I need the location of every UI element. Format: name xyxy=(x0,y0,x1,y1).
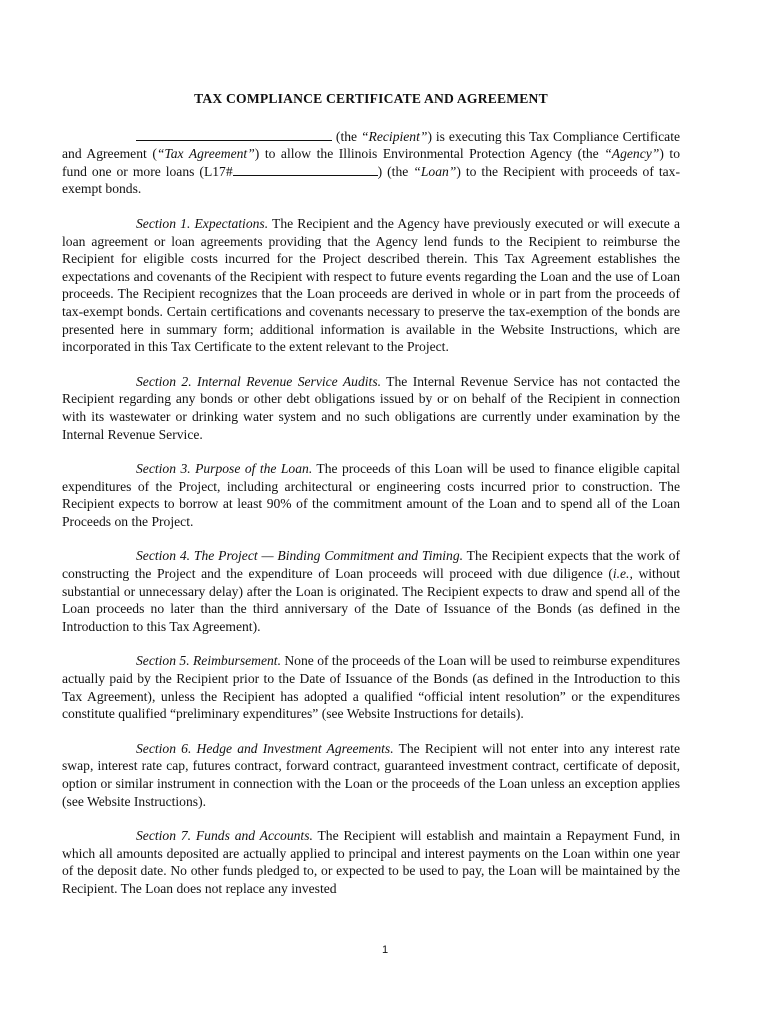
section-5-heading: Section 5. Reimbursement. xyxy=(136,653,281,669)
section-7-paragraph: Section 7. Funds and Accounts. The Recipient will establish and maintain a Repayment Fund, in which all amounts deposited are actually applied to principal and interest payments on the Loan within one year of the deposit date. No other funds pledged to, or expected to be used to pay, the Loan will be maintained by the Recipient. The Loan does not replace any invested xyxy=(62,828,680,896)
section-6-paragraph: Section 6. Hedge and Investment Agreements. The Recipient will not enter into any interest rate swap, interest rate cap, futures contract, forward contract, guaranteed investment contract, certificate of deposit, option or similar instrument in connection with the Loan or the proceeds of the Loan unless an exception applies (see Website Instructions). xyxy=(62,740,680,809)
section-7-heading: Section 7. Funds and Accounts. xyxy=(136,828,313,844)
loan-number-blank[interactable] xyxy=(233,163,378,176)
section-1-heading: Section 1. Expectations. xyxy=(136,215,269,231)
section-2-heading: Section 2. Internal Revenue Service Audits. xyxy=(136,373,382,389)
section-2-paragraph: Section 2. Internal Revenue Service Audits. The Internal Revenue Service has not contacted the Recipient regarding any bonds or other debt obligations issued by or on behalf of the Recipient in connection with its wastewater or drinking water system and no such obligations are currently under examination by the Internal Revenue Service. xyxy=(62,373,681,442)
document-body xyxy=(62,90,680,915)
section-3-heading: Section 3. Purpose of the Loan. xyxy=(136,461,313,477)
section-5-paragraph: Section 5. Reimbursement. None of the proceeds of the Loan will be used to reimburse expenditures actually paid by the Recipient prior to the Date of Issuance of the Bonds (as defined in the Introduction to this Tax Agreement), unless the Recipient has adopted a qualified “official intent resolution” or the expenditures constitute qualified “preliminary expenditures” (see Website Instructions for details). xyxy=(62,653,680,722)
section-6-heading: Section 6. Hedge and Investment Agreements. xyxy=(136,740,394,756)
section-4-heading: Section 4. The Project — Binding Commitment and Timing. xyxy=(136,548,464,564)
intro-paragraph: (the “Recipient”) is executing this Tax Compliance Certificate and Agreement (“Tax Agreement”) to allow the Illinois Environmental Protection Agency (the “Agency”) to fund one or more loans (L17# ) (the “Loan”) to the Recipient with proceeds of tax-exempt bonds. xyxy=(62,128,681,197)
section-1-paragraph: Section 1. Expectations. The Recipient and the Agency have previously executed or will execute a loan agreement or loan agreements providing that the Agency lend funds to the Recipient to reimburse the Recipient for eligible costs incurred for the Project described therein. This Tax Agreement establishes the expectations and covenants of the Recipient with respect to future events regarding the Loan and the use of Loan proceeds. The Recipient recognizes that the Loan proceeds are derived in whole or in part from the proceeds of tax-exempt bonds. Certain certifications and covenants necessary to preserve the tax-exemption of the bonds are presented here in summary form; additional information is available in the Website Instructions, which are incorporated in this Tax Certificate to the extent relevant to the Project. xyxy=(62,215,680,355)
document-title: TAX COMPLIANCE CERTIFICATE AND AGREEMENT xyxy=(194,91,548,106)
recipient-name-blank[interactable] xyxy=(136,128,332,141)
section-3-paragraph: Section 3. Purpose of the Loan. The proceeds of this Loan will be used to finance eligible capital expenditures of the Project, including architectural or engineering costs incurred prior to construction. The Recipient expects to borrow at least 90% of the commitment amount of the Loan and to spend all of the Loan Proceeds on the Project. xyxy=(62,461,680,529)
page-number: 1 xyxy=(381,944,389,956)
section-4-paragraph: Section 4. The Project — Binding Commitment and Timing. The Recipient expects that the work of constructing the Project and the expenditure of Loan proceeds will proceed with due diligence (i.e., without substantial or unnecessary delay) after the Loan is originated. The Recipient expects to draw and spend all of the Loan proceeds no later than the third anniversary of the Date of Issuance of the Bonds (as defined in the Introduction to this Tax Agreement). xyxy=(62,548,680,634)
